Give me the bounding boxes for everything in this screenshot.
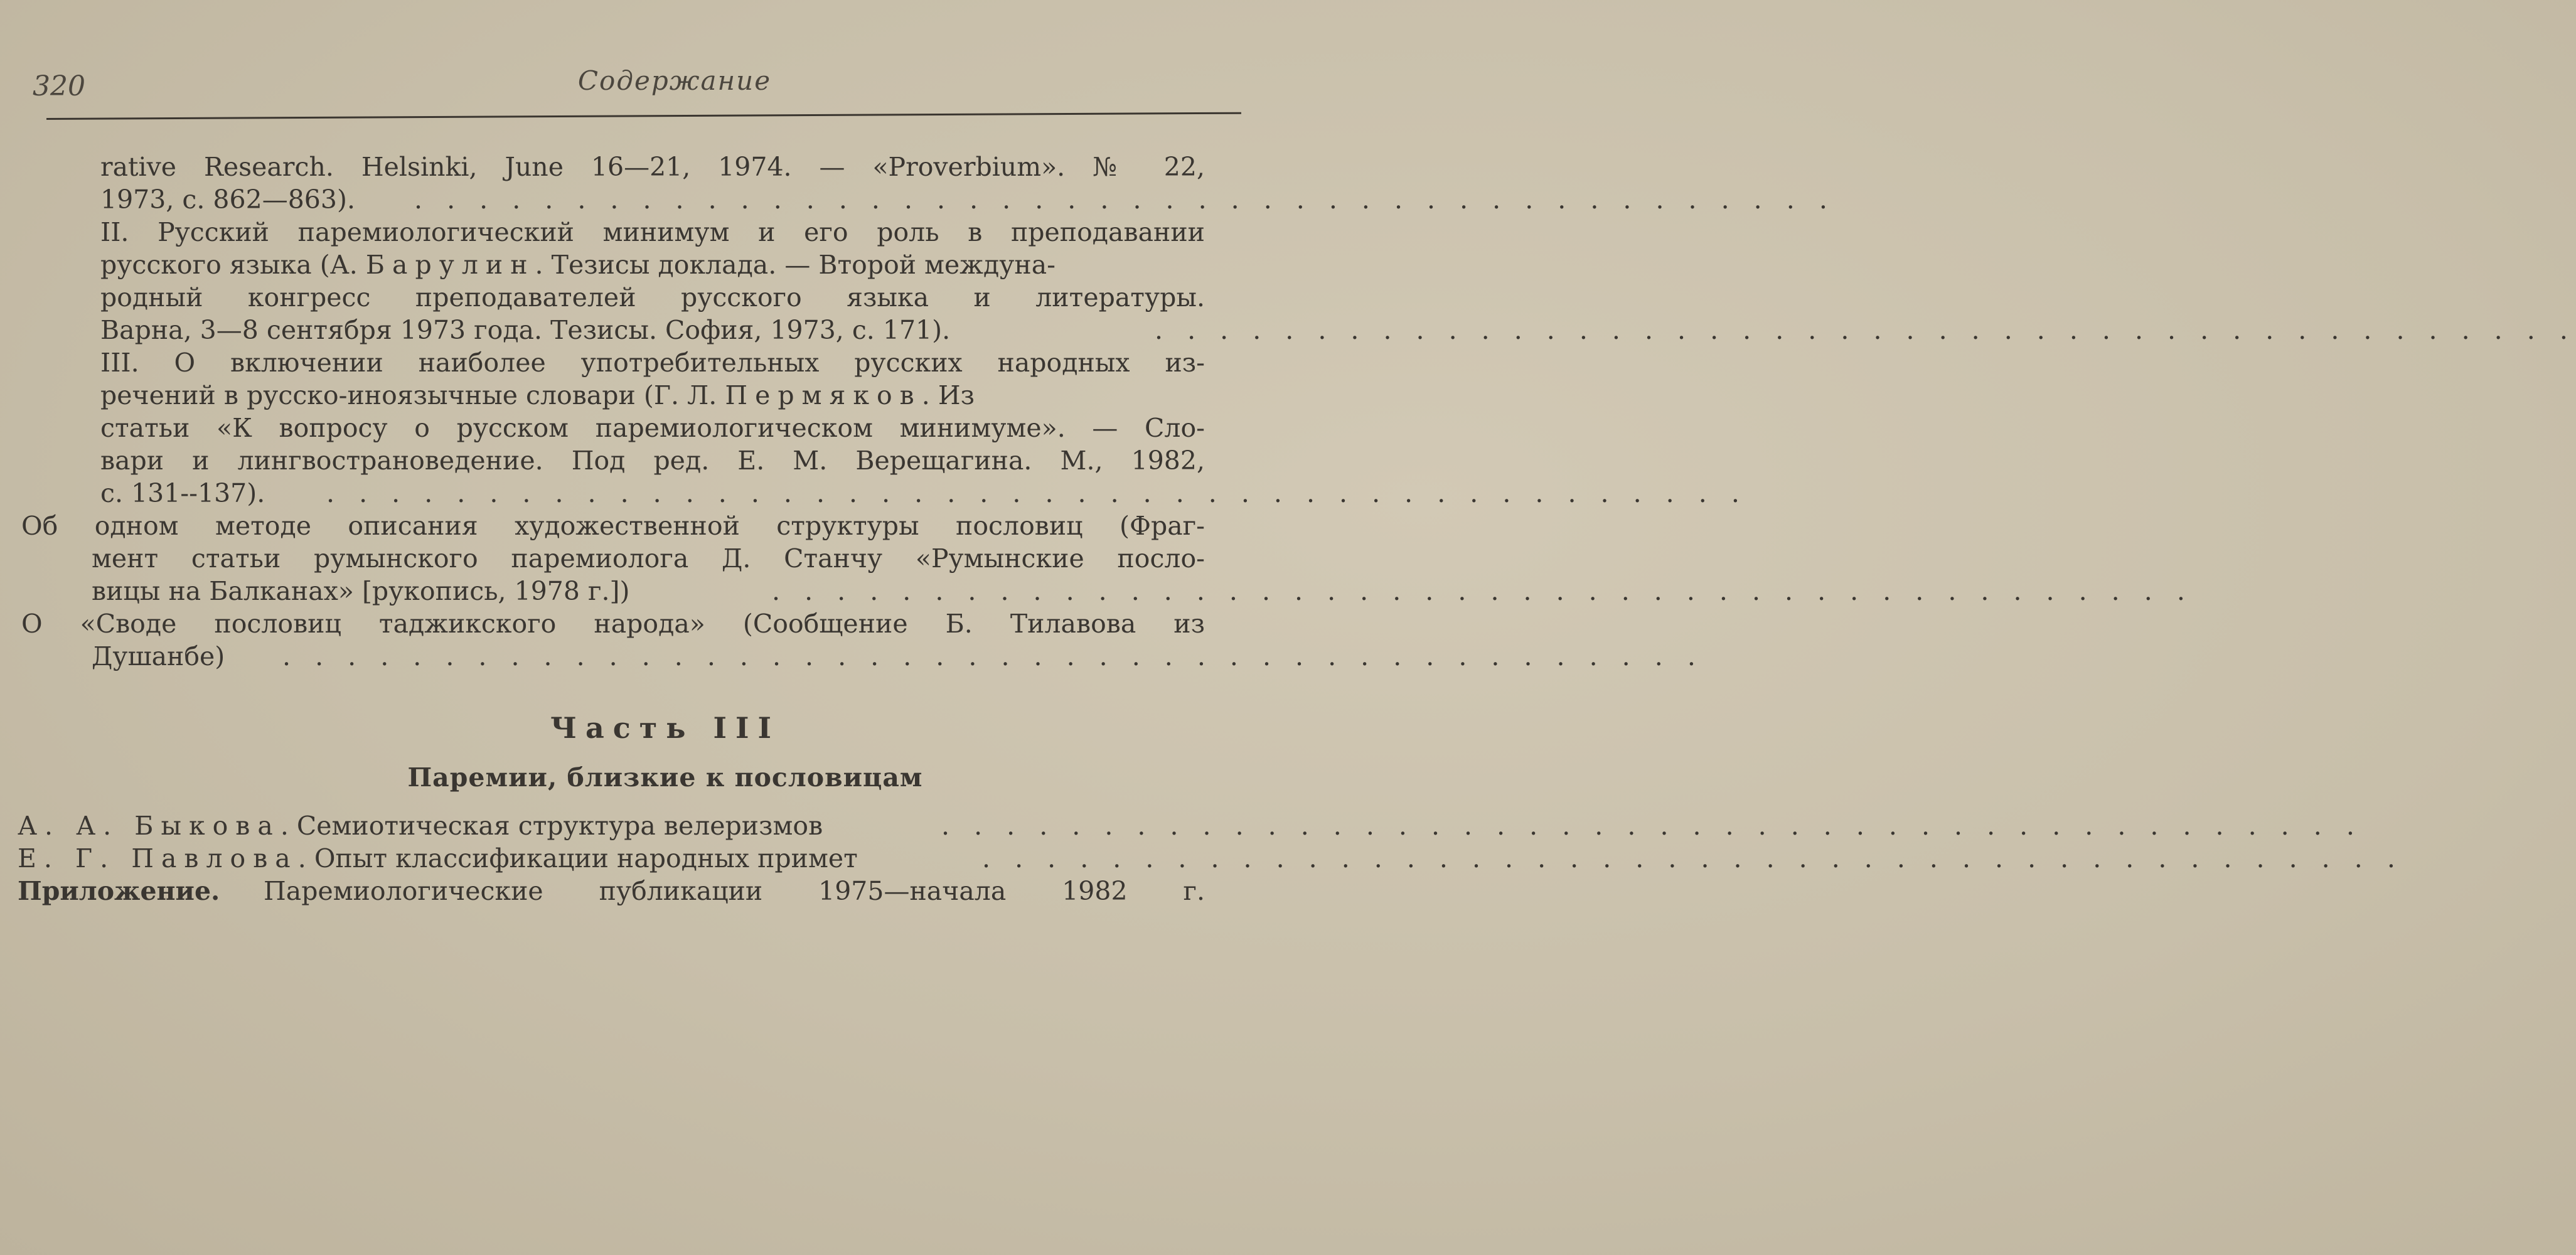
text: русского языка (А. (100, 250, 366, 280)
text: речений в русско-иноязычные словари (Г. Л. (100, 380, 725, 410)
toc-line: с. 131--137). (100, 478, 265, 508)
part-subtitle: Паремии, близкие к пословицам (407, 762, 923, 793)
toc-line: статьи «К вопросу о русском паремиологическом минимуме». — Сло- (100, 413, 1205, 443)
text: . Из (921, 380, 975, 410)
dot-leader: . . . . . . . . . . . . . . . . . . . . . . . . . . . . . . . . . . . . . . . . . . . . (414, 184, 1836, 215)
page-number: 320 (33, 70, 85, 102)
dot-leader: . . . . . . . . . . . . . . . . . . . . . . . . . . . . . . . . . . . . . . . . . . . . (282, 641, 1704, 671)
toc-line: вари и лингвострановедение. Под ред. Е. М. Верещагина. М., 1982, (100, 446, 1205, 476)
toc-line: родный конгресс преподавателей русского языка и литературы. (100, 282, 1205, 312)
author-name: Е. Г. Павлова (18, 843, 298, 873)
toc-line (100, 379, 1205, 412)
text: . Опыт классификации народных примет (297, 843, 858, 873)
toc-line (18, 809, 823, 842)
text: . Тезисы доклада. — Второй междуна- (535, 250, 1056, 280)
toc-line: III. О включении наиболее употребительных русских народных из- (100, 348, 1205, 378)
toc-line: Об одном методе описания художественной структуры пословиц (Фраг- (21, 511, 1205, 541)
author-name: А. А. Быкова (18, 811, 281, 841)
toc-line: вицы на Балканах» [рукопись, 1978 г.]) (92, 576, 630, 606)
toc-line: Душанбе) (92, 641, 225, 671)
toc-line: II. Русский паремиологический минимум и его роль в преподавании (100, 217, 1205, 247)
dot-leader: . . . . . . . . . . . . . . . . . . . . . . . . . . . . . . . . . . . . . . . . . . . . (1155, 315, 2576, 345)
header-rule (46, 112, 1241, 120)
dot-leader: . . . . . . . . . . . . . . . . . . . . . . . . . . . . . . . . . . . . . . . . . . . . (941, 811, 2363, 841)
toc-line: 1973, с. 862—863). (100, 184, 355, 215)
toc-line: мент статьи румынского паремиолога Д. Станчу «Румынские посло- (92, 543, 1205, 574)
toc-line (18, 842, 858, 875)
dot-leader: . . . . . . . . . . . . . . . . . . . . . . . . . . . . . . . . . . . . . . . . . . . . (982, 843, 2403, 873)
toc-line: О «Своде пословиц таджикского народа» (Сообщение Б. Тилавова из (21, 609, 1205, 639)
author-name: Барулин (365, 250, 535, 280)
text: . Семиотическая структура велеризмов (280, 811, 823, 841)
author-name: Пермяков (725, 380, 922, 410)
part-title: Часть III (550, 711, 781, 745)
toc-line (18, 875, 1205, 907)
dot-leader: . . . . . . . . . . . . . . . . . . . . . . . . . . . . . . . . . . . . . . . . . . . . (326, 478, 1748, 508)
dot-leader: . . . . . . . . . . . . . . . . . . . . . . . . . . . . . . . . . . . . . . . . . . . . (772, 576, 2193, 606)
appendix-label: Приложение. (18, 876, 220, 906)
appendix-title: Паремиологические публикации 1975—начала 1982 г. (264, 876, 1205, 906)
running-title: Содержание (577, 65, 772, 96)
toc-line: rative Research. Helsinki, June 16—21, 1974. — «Proverbium». № 22, (100, 152, 1205, 182)
toc-line (100, 248, 1205, 281)
toc-line: Варна, 3—8 сентября 1973 года. Тезисы. София, 1973, с. 171). (100, 315, 951, 345)
